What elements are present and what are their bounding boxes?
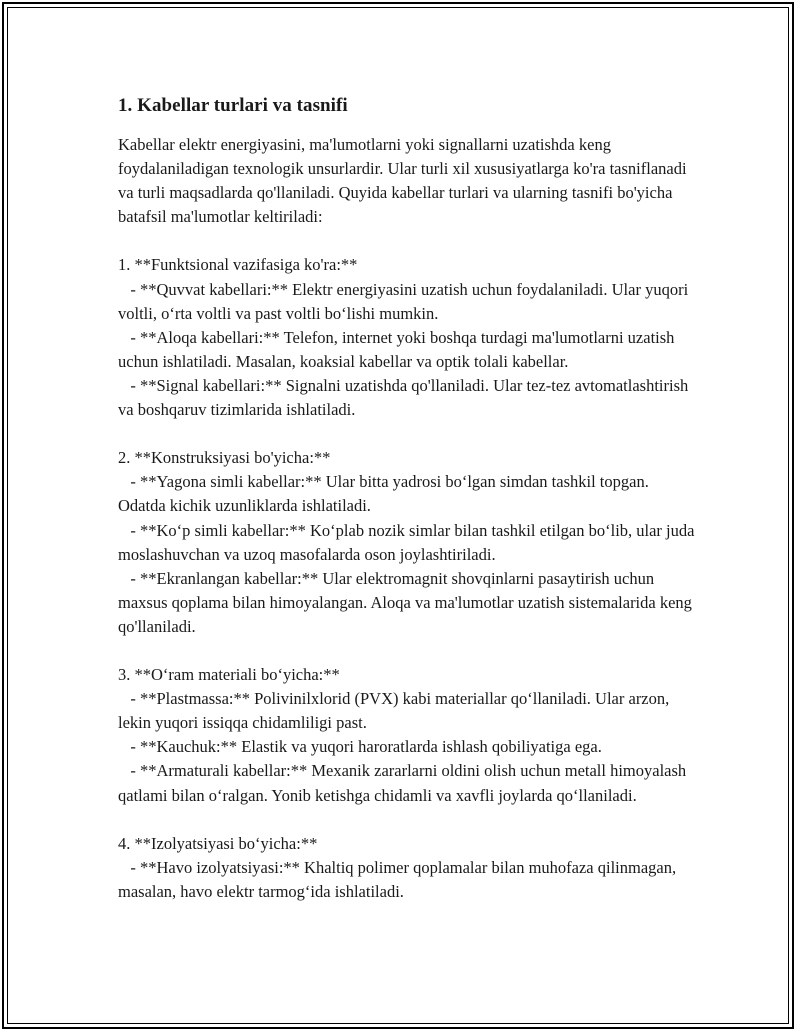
list-item: - **Signal kabellari:** Signalni uzatishda qo'llaniladi. Ular tez-tez avtomatlashtirish va boshqaruv tizimlarida ishlatiladi.: [118, 375, 693, 420]
spacer: [118, 808, 698, 832]
spacer: [118, 422, 698, 446]
spacer: [118, 229, 698, 253]
document-body: [118, 92, 698, 904]
section-insulation: [118, 832, 698, 904]
section-heading: 4. **Izolyatsiyasi boʻyicha:**: [118, 833, 318, 853]
section-heading: 2. **Konstruksiyasi bo'yicha:**: [118, 448, 331, 468]
list-item: - **Havo izolyatsiyasi:** Khaltiq polimer qoplamalar bilan muhofaza qilinmagan, masalan, havo elektr tarmogʻida ishlatiladi.: [118, 857, 681, 901]
list-item: - **Quvvat kabellari:** Elektr energiyasini uzatish uchun foydalaniladi. Ular yuqori voltli, oʻrta voltli va past voltli boʻlishi mumkin.: [118, 279, 693, 323]
list-item: - **Kauchuk:** Elastik va yuqori haroratlarda ishlash qobiliyatiga ega.: [118, 737, 602, 757]
list-item: - **Plastmassa:** Polivinilxlorid (PVX) kabi materiallar qoʻllaniladi. Ular arzon, lekin yuqori issiqqa chidamliligi past.: [118, 689, 674, 733]
section-heading: 1. **Funktsional vazifasiga ko'ra:**: [118, 255, 358, 275]
section-heading: 3. **Oʻram materiali boʻyicha:**: [118, 665, 340, 685]
list-item: - **Aloqa kabellari:** Telefon, internet yoki boshqa turdagi ma'lumotlarni uzatish uchun ishlatiladi. Masalan, koaksial kabellar va optik tolali kabellar.: [118, 327, 679, 371]
list-item: - **Ekranlangan kabellar:** Ular elektromagnit shovqinlarni pasaytirish uchun maxsus qoplama bilan himoyalangan. Aloqa va ma'lumotlar uzatish sistemalarida keng qo'llaniladi.: [118, 568, 697, 636]
list-item: - **Koʻp simli kabellar:** Koʻplab nozik simlar bilan tashkil etilgan boʻlib, ular juda moslashuvchan va uzoq masofalarda oson joylashtiriladi.: [118, 520, 699, 564]
document-title: 1. Kabellar turlari va tasnifi: [118, 95, 348, 116]
section-sheath-material: [118, 663, 698, 808]
list-item: - **Armaturali kabellar:** Mexanik zararlarni oldini olish uchun metall himoyalash qatlami bilan oʻralgan. Yonib ketishga chidamli va xavfli joylarda qoʻllaniladi.: [118, 761, 691, 805]
spacer: [118, 639, 698, 663]
section-construction: [118, 446, 698, 639]
list-item: - **Yagona simli kabellar:** Ular bitta yadrosi boʻlgan simdan tashkil topgan. Odatda kichik uzunliklarda ishlatiladi.: [118, 472, 653, 516]
intro-paragraph: Kabellar elektr energiyasini, ma'lumotlarni yoki signallarni uzatishda keng foydalaniladigan texnologik unsurlardir. Ular turli xil xususiyatlarga ko'ra tasniflanadi va turli maqsadlarda qo'llaniladi. Quyida kabellar turlari va ularning tasnifi bo'yicha batafsil ma'lumotlar keltiriladi:: [118, 135, 691, 227]
section-functional: [118, 253, 698, 422]
